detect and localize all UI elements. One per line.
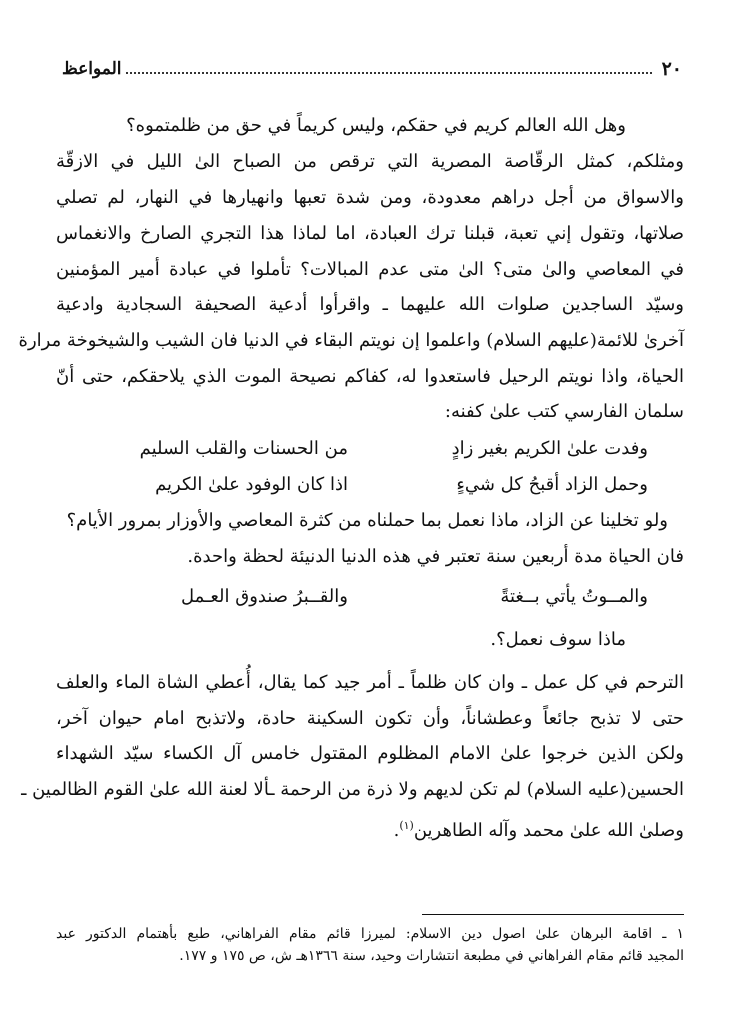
- header-dotted-leader: [126, 72, 652, 74]
- body-line: ماذا سوف نعمل؟.: [490, 629, 626, 650]
- running-title: المواعظ: [62, 59, 122, 79]
- body-line: وهل الله العالم كريم في حقكم، وليس كريماً في حق من ظلمتموه؟: [126, 115, 626, 136]
- verse-first-hemistich: وفدت علىٰ الكريم بغير زادٍ: [451, 438, 648, 459]
- poem-verse: [56, 585, 684, 609]
- page-header: [62, 52, 682, 86]
- verse-second-hemistich: والقــبرُ صندوق العـمل: [181, 586, 348, 607]
- body-line: فان الحياة مدة أربعين سنة تعتبر في هذه الدنيا الدنيئة لحظة واحدة.: [187, 546, 684, 567]
- verse-second-hemistich: من الحسنات والقلب السليم: [139, 438, 348, 459]
- footnote-separator: [422, 914, 684, 915]
- body-line: صلاتها، وتقول إني تعبة، قبلنا ترك العبادة، اما لماذا هذا التجري الصارخ والانغماس: [56, 223, 684, 244]
- body-line: والاسواق من أجل دراهم معدودة، ومن شدة تعبها وانهيارها في النهار، لم تصلي: [56, 187, 684, 208]
- verse-second-hemistich: اذا كان الوفود علىٰ الكريم: [155, 474, 348, 495]
- footnote-line: المجيد قائم مقام الفراهاني في مطبعة انتشارات وحيد، سنة ١٣٦٦هـ ش، ص ١٧٥ و ١٧٧.: [179, 948, 684, 964]
- body-line: وصلىٰ الله علىٰ محمد وآله الطاهرين$^{(١)}$.: [393, 819, 684, 841]
- body-line: سلمان الفارسي كتب علىٰ كفنه:: [444, 401, 684, 422]
- poem-verse: [56, 437, 684, 461]
- body-line: ولكن الذين خرجوا علىٰ الامام المظلوم المقتول خامس آل الكساء سيّد الشهداء: [56, 743, 684, 764]
- body-line: حتى لا تذبح جائعاً وعطشاناً، وأن تكون السكينة حادة، ولاتذبح امام حيوان آخر،: [56, 708, 684, 729]
- body-line: في المعاصي والىٰ متى؟ الىٰ متى عدم المبالات؟ تأملوا في عبادة أمير المؤمنين: [56, 259, 684, 280]
- closing-blessing: وصلىٰ الله علىٰ محمد وآله الطاهرين: [413, 820, 684, 841]
- body-line: وسيّد الساجدين صلوات الله عليهما ـ واقرأوا أدعية الصحيفة السجادية وادعية: [56, 294, 684, 315]
- body-line: الترحم في كل عمل ـ وان كان ظلماً ـ أمر جيد كما يقال، أُعطي الشاة الماء والعلف: [56, 672, 684, 693]
- body-line: ولو تخلينا عن الزاد، ماذا نعمل بما حملناه من كثرة المعاصي والأوزار بمرور الأيام؟: [66, 510, 668, 531]
- body-line: الحياة، واذا نويتم الرحيل فاستعدوا له، كفاكم نصيحة الموت الذي يلاحقكم، حتى أنّ: [56, 366, 684, 387]
- footnote-marker: (١): [399, 819, 414, 832]
- body-line: آخرىٰ للائمة(عليهم السلام) واعلموا إن نويتم البقاء في الدنيا فان الشيب والشيخوخة مرارة: [18, 330, 684, 351]
- body-line: ومثلكم، كمثل الرقّاصة المصرية التي ترقص من الصباح الىٰ الليل في الازقّة: [56, 151, 684, 172]
- page-number: ٢٠: [661, 58, 682, 80]
- poem-verse: [56, 473, 684, 497]
- body-line: الحسين(عليه السلام) لم تكن لديهم ولا ذرة من الرحمة ـألا لعنة الله علىٰ القوم الظالمين ـ: [21, 779, 684, 800]
- footnote-line: ١ ـ اقامة البرهان علىٰ اصول دين الاسلام: لميرزا قائم مقام الفراهاني، طبع بأهتمام الدكتور عبد: [56, 926, 684, 942]
- verse-first-hemistich: والمــوتُ يأتي بــغتةً: [500, 586, 648, 607]
- verse-first-hemistich: وحمل الزاد أقبحُ كل شيءٍ: [456, 474, 648, 495]
